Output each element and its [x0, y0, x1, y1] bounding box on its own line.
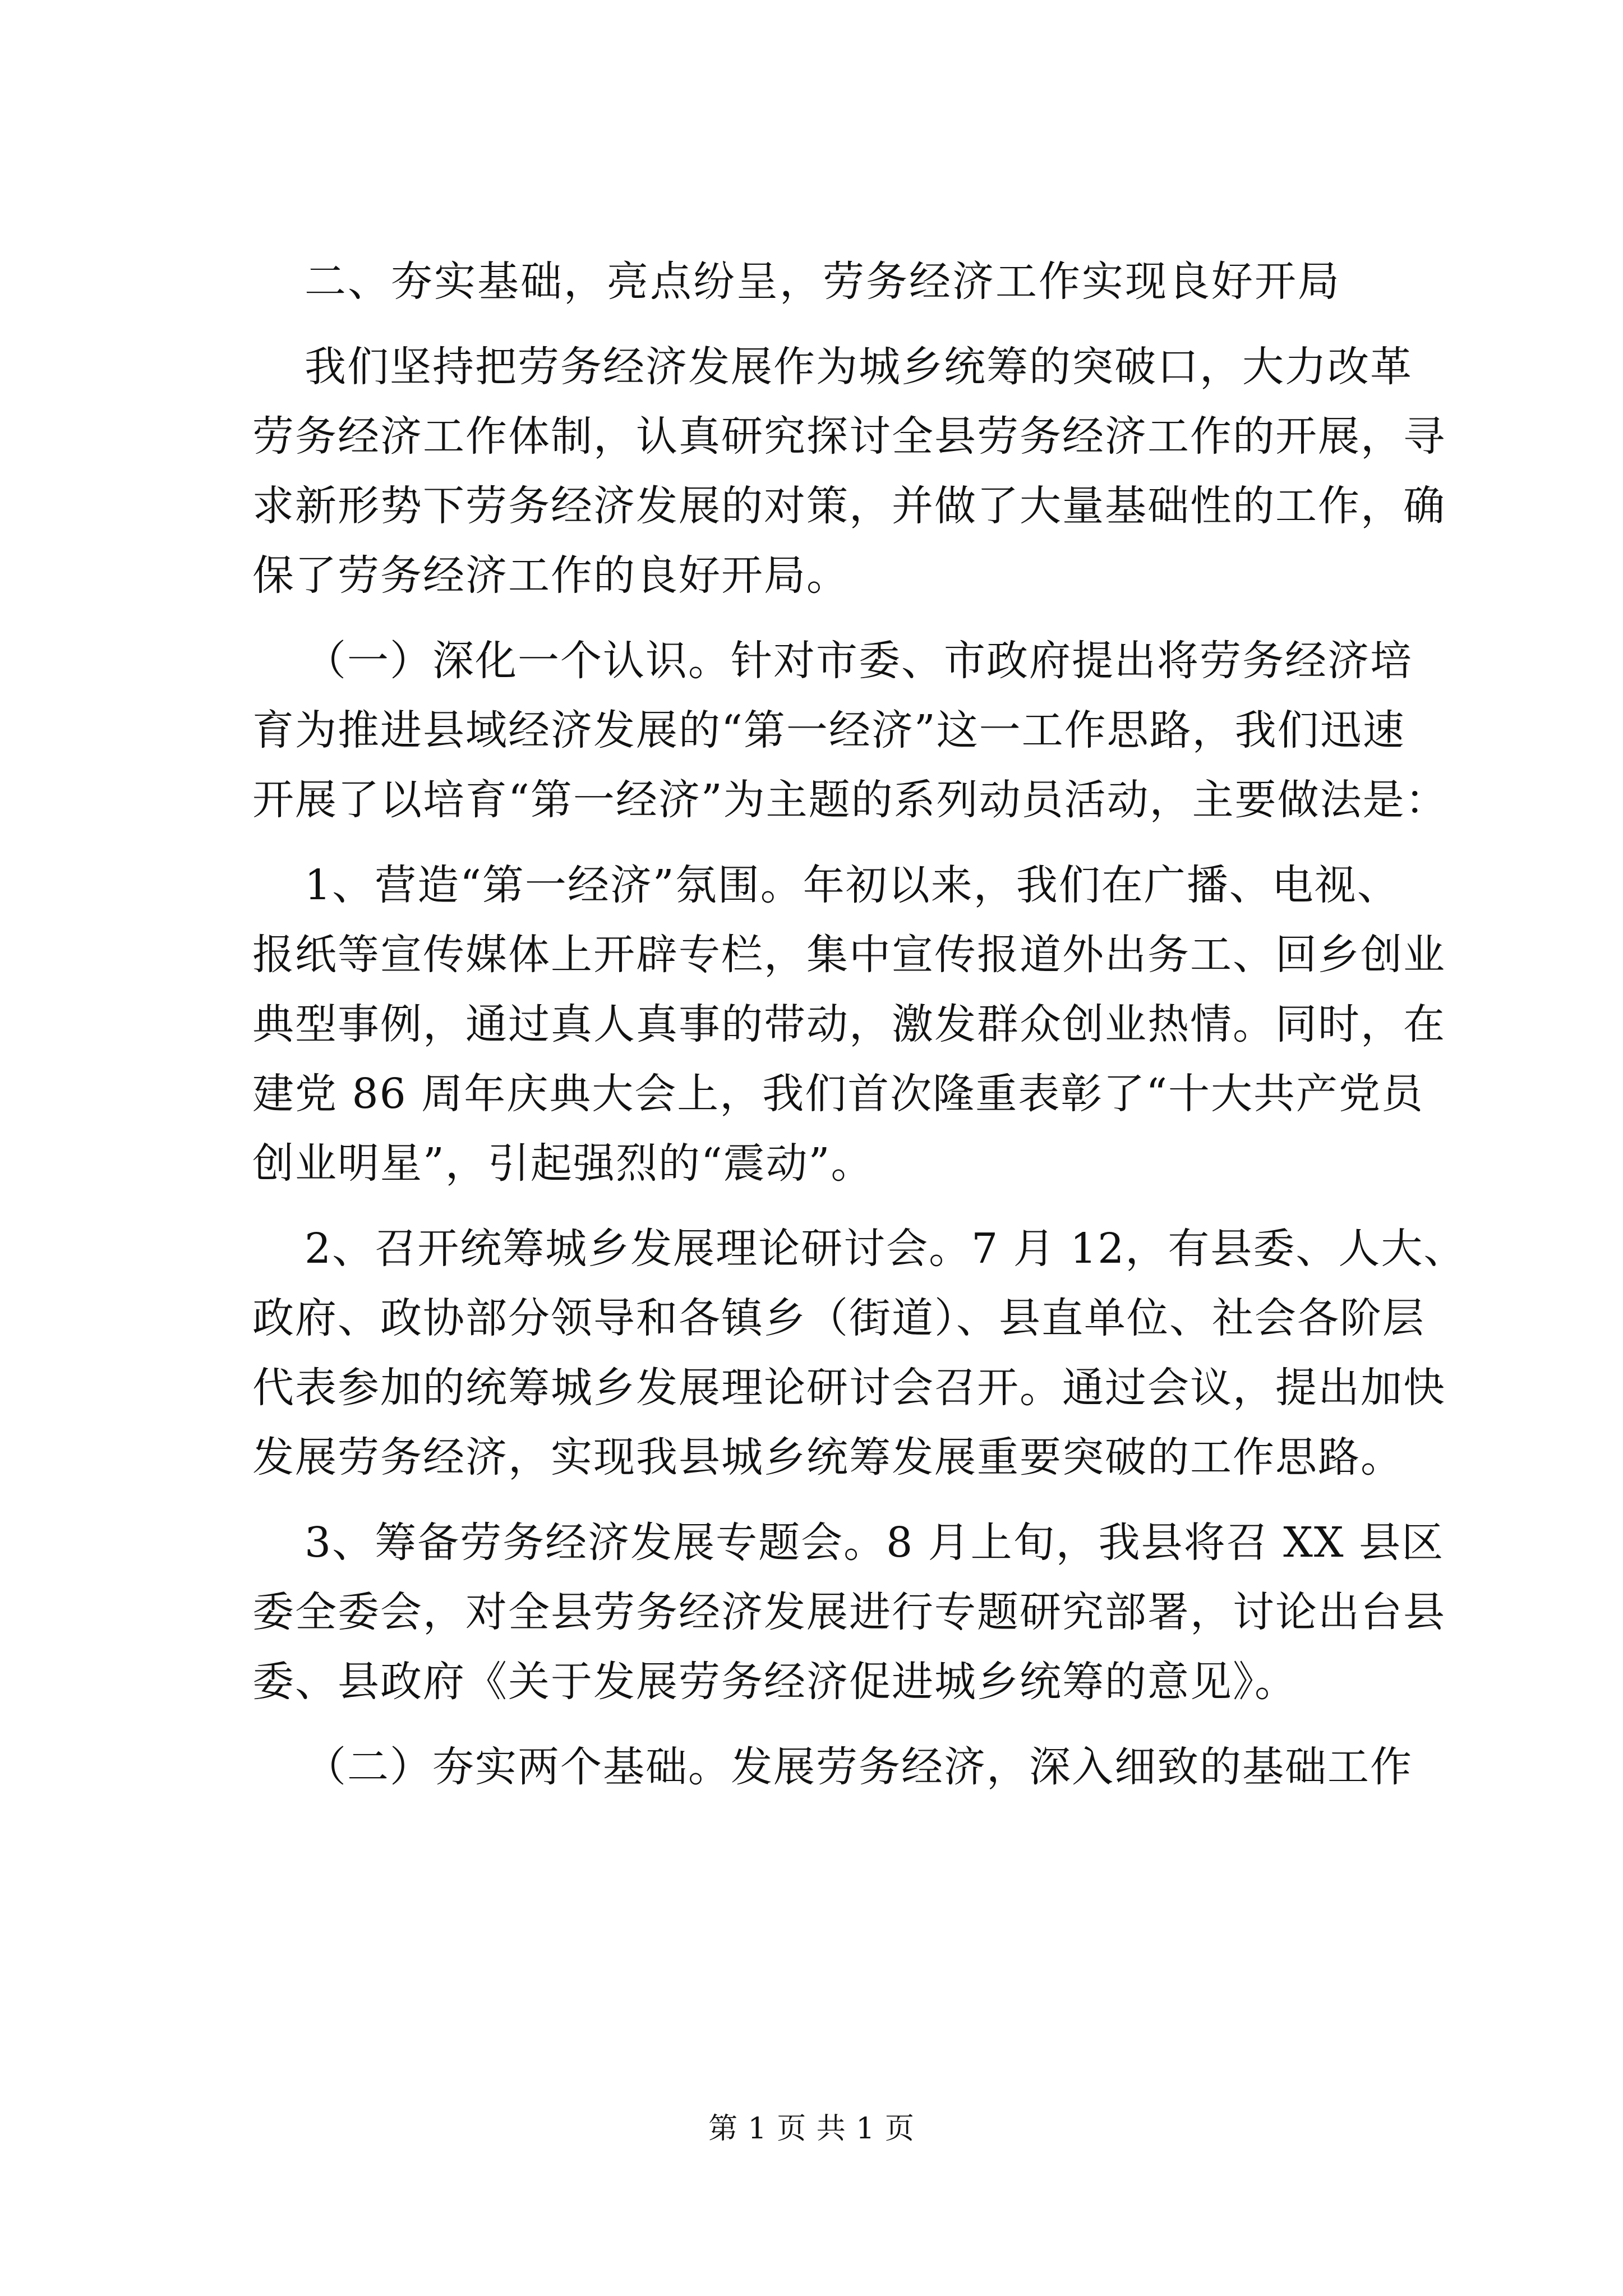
paragraph-item-2 — [252, 1214, 1467, 1492]
paragraph-item-1 — [252, 850, 1446, 1198]
paragraph-section-1 — [252, 626, 1448, 835]
document-body — [252, 247, 1467, 1802]
paragraph-line: 典型事例，通过真人真事的带动，激发群众创业热情。同时，在 — [252, 1000, 1446, 1048]
paragraph-line: 报纸等宣传媒体上开辟专栏，集中宣传报道外出务工、回乡创业 — [252, 931, 1446, 979]
paragraph-section-2 — [252, 1732, 1419, 1802]
paragraph-line: 发展劳务经济，实现我县城乡统筹发展重要突破的工作思路。 — [252, 1433, 1403, 1481]
paragraph-intro — [252, 332, 1446, 610]
paragraph-line: 保了劳务经济工作的良好开局。 — [252, 551, 849, 600]
paragraph-line: 我们坚持把劳务经济发展作为城乡统筹的突破口，大力改革 — [305, 343, 1413, 391]
paragraph-line: 建党 86 周年庆典大会上，我们首次隆重表彰了“十大共产党员 — [252, 1070, 1424, 1118]
paragraph-line: 委全委会，对全县劳务经济发展进行专题研究部署，讨论出台县 — [252, 1588, 1446, 1636]
paragraph-item-3 — [252, 1508, 1446, 1717]
paragraph-line: （一）深化一个认识。针对市委、市政府提出将劳务经济培 — [305, 637, 1413, 685]
paragraph-line: 3、筹备劳务经济发展专题会。8 月上旬，我县将召 XX 县区 — [305, 1519, 1445, 1567]
paragraph-line: 代表参加的统筹城乡发展理论研讨会召开。通过会议，提出加快 — [252, 1364, 1446, 1412]
section-heading — [252, 247, 1419, 316]
paragraph-line: 创业明星”，引起强烈的“震动”。 — [252, 1139, 874, 1188]
page-number-footer: 第 1 页 共 1 页 — [708, 2112, 915, 2146]
heading-line: 二、夯实基础，亮点纷呈，劳务经济工作实现良好开局 — [305, 257, 1341, 306]
paragraph-line: 育为推进县域经济发展的“第一经济”这一工作思路，我们迅速 — [252, 706, 1405, 754]
paragraph-line: 开展了以培育“第一经济”为主题的系列动员活动，主要做法是： — [252, 776, 1448, 824]
paragraph-line: 2、召开统筹城乡发展理论研讨会。7 月 12，有县委、人大、 — [305, 1225, 1467, 1273]
paragraph-line: （二）夯实两个基础。发展劳务经济，深入细致的基础工作 — [305, 1743, 1413, 1791]
paragraph-line: 政府、政协部分领导和各镇乡（街道）、县直单位、社会各阶层 — [252, 1294, 1425, 1342]
paragraph-line: 劳务经济工作体制，认真研究探讨全县劳务经济工作的开展，寻 — [252, 412, 1446, 461]
paragraph-line: 委、县政府《关于发展劳务经济促进城乡统筹的意见》。 — [252, 1658, 1297, 1706]
paragraph-line: 求新形势下劳务经济发展的对策，并做了大量基础性的工作，确 — [252, 482, 1446, 530]
paragraph-line: 1、营造“第一经济”氛围。年初以来，我们在广播、电视、 — [305, 861, 1400, 909]
